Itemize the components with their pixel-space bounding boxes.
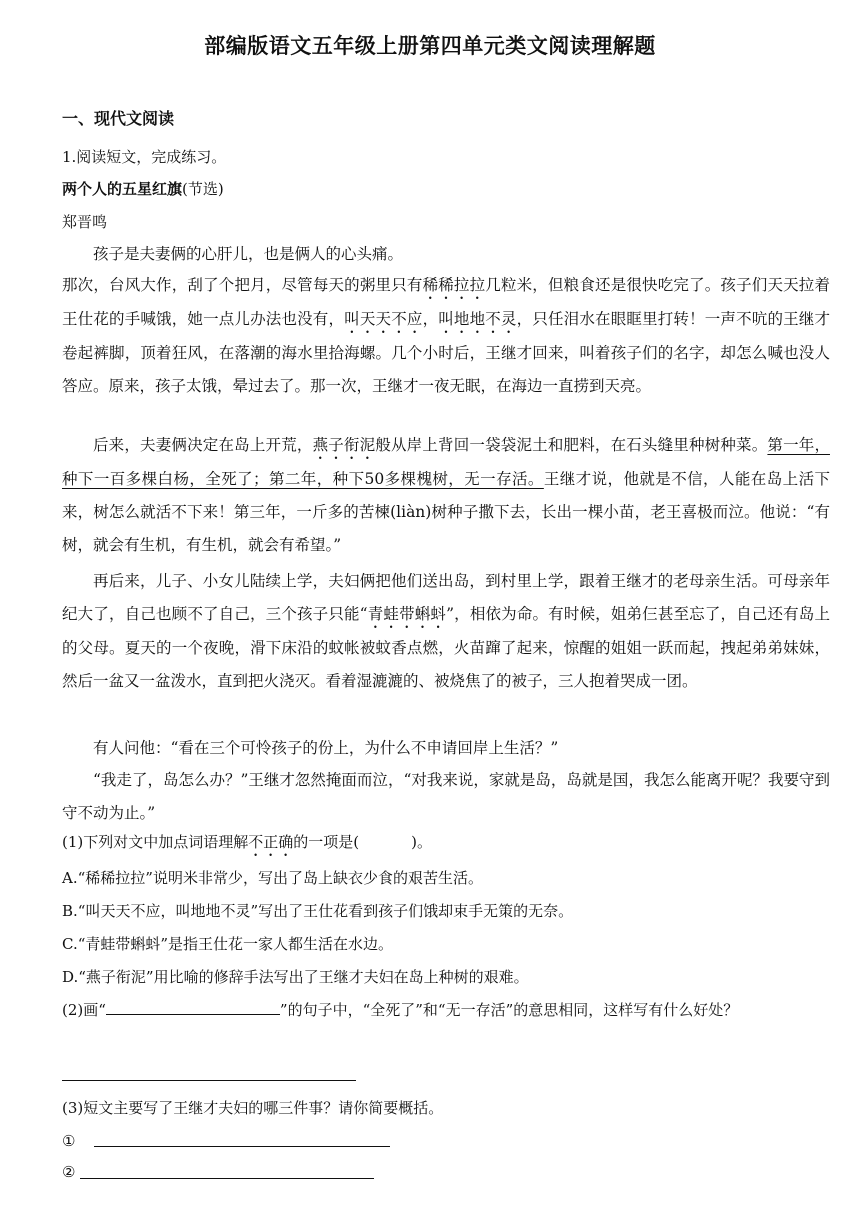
paragraph-1: 孩子是夫妻俩的心肝儿，也是俩人的心头痛。 [93,245,404,263]
dotted-word: 燕子衔泥 [312,436,376,454]
option-c: C.“青蛙带蝌蚪”是指王仕花一家人都生活在水边。 [62,935,394,953]
paragraph-3: 后来，夫妻俩决定在岛上开荒，燕子衔泥般从岸上背回一袋袋泥土和肥料，在石头缝里种树种菜。第一年，种下一百多棵白杨，全死了；第二年，种下50多棵槐树，无一存活。王继才说，他就是不信，人能在岛上活下来，树怎么就活不下来！第三年，一斤多的苦楝(liàn)树种子撒下去，长出一棵小苗，老王喜极而泣。他说：“有树，就会有生机，有生机，就会有希望。” [62,436,830,554]
question-intro: 1.阅读短文，完成练习。 [62,148,227,166]
document-title: 部编版语文五年级上册第四单元类文阅读理解题 [204,34,656,58]
article-author: 郑晋鸣 [62,213,108,231]
question-1: (1)下列对文中加点词语理解不正确的一项是( )。 [62,833,432,851]
article-title [62,178,224,199]
answer-line[interactable] [80,1178,374,1179]
dotted-word: 不正确 [248,833,294,851]
option-d: D.“燕子衔泥”用比喻的修辞手法写出了王继才夫妇在岛上种树的艰难。 [62,968,529,986]
paragraph-6: “我走了，岛怎么办？”王继才忽然掩面而泣，“对我来说，家就是岛，岛就是国，我怎么能离开呢？我要守到守不动为止。” [62,771,830,822]
option-b: B.“叫天天不应，叫地地不灵”写出了王仕花看到孩子们饿却束手无策的无奈。 [62,902,574,920]
underline-sample [106,996,280,1015]
option-a: A.“稀稀拉拉”说明米非常少，写出了岛上缺衣少食的艰苦生活。 [62,869,483,887]
question-3: (3)短文主要写了王继才夫妇的哪三件事？请你简要概括。 [62,1099,444,1117]
answer-line[interactable] [62,1080,356,1081]
dotted-word: 青蛙带蝌蚪 [367,605,447,623]
section-heading: 一、现代文阅读 [62,109,175,128]
answer-item-2: ② [62,1163,76,1181]
article-title-main: 两个人的五星红旗 [62,180,183,198]
paragraph-4: 再后来，儿子、小女儿陆续上学，夫妇俩把他们送出岛，到村里上学，跟着王继才的老母亲生活。可母亲年纪大了，自己也顾不了自己，三个孩子只能“青蛙带蝌蚪”，相依为命。有时候，姐弟仨甚至忘了，自己还有岛上的父母。夏天的一个夜晚，滑下床沿的蚊帐被蚊香点燃，火苗蹿了起来，惊醒的姐姐一跃而起，拽起弟弟妹妹，然后一盆又一盆泼水，直到把火浇灭。看着湿漉漉的、被烧焦了的被子，三人抱着哭成一团。 [62,572,830,690]
paragraph-5: 有人问他：“看在三个可怜孩子的份上，为什么不申请回岸上生活？” [93,739,559,757]
underlined-sentence: 第一年，种下一百多棵白杨，全死了；第二年，种下50多棵槐树，无一存活。 [62,436,830,488]
question-2: (2)画“ ”的句子中，“全死了”和“无一存活”的意思相同，这样写有什么好处？ [62,994,830,1027]
answer-item-1: ① [62,1132,76,1150]
dotted-word: 稀稀拉拉 [422,276,486,294]
answer-line[interactable] [94,1146,390,1147]
dotted-word: 叫地地不灵 [438,310,517,328]
dotted-word: 叫天天不应 [344,310,423,328]
paragraph-2: 那次，台风大作，刮了个把月，尽管每天的粥里只有稀稀拉拉几粒米，但粮食还是很快吃完了。孩子们天天拉着王仕花的手喊饿，她一点儿办法也没有，叫天天不应，叫地地不灵，只任泪水在眼眶里打转！一声不吭的王继才卷起裤脚，顶着狂风，在落潮的海水里拾海螺。几个小时后，王继才回来，叫着孩子们的名字，却怎么喊也没人答应。原来，孩子太饿，晕过去了。那一次，王继才一夜无眠，在海边一直捞到天亮。 [62,276,830,395]
article-title-note: (节选) [182,180,224,198]
